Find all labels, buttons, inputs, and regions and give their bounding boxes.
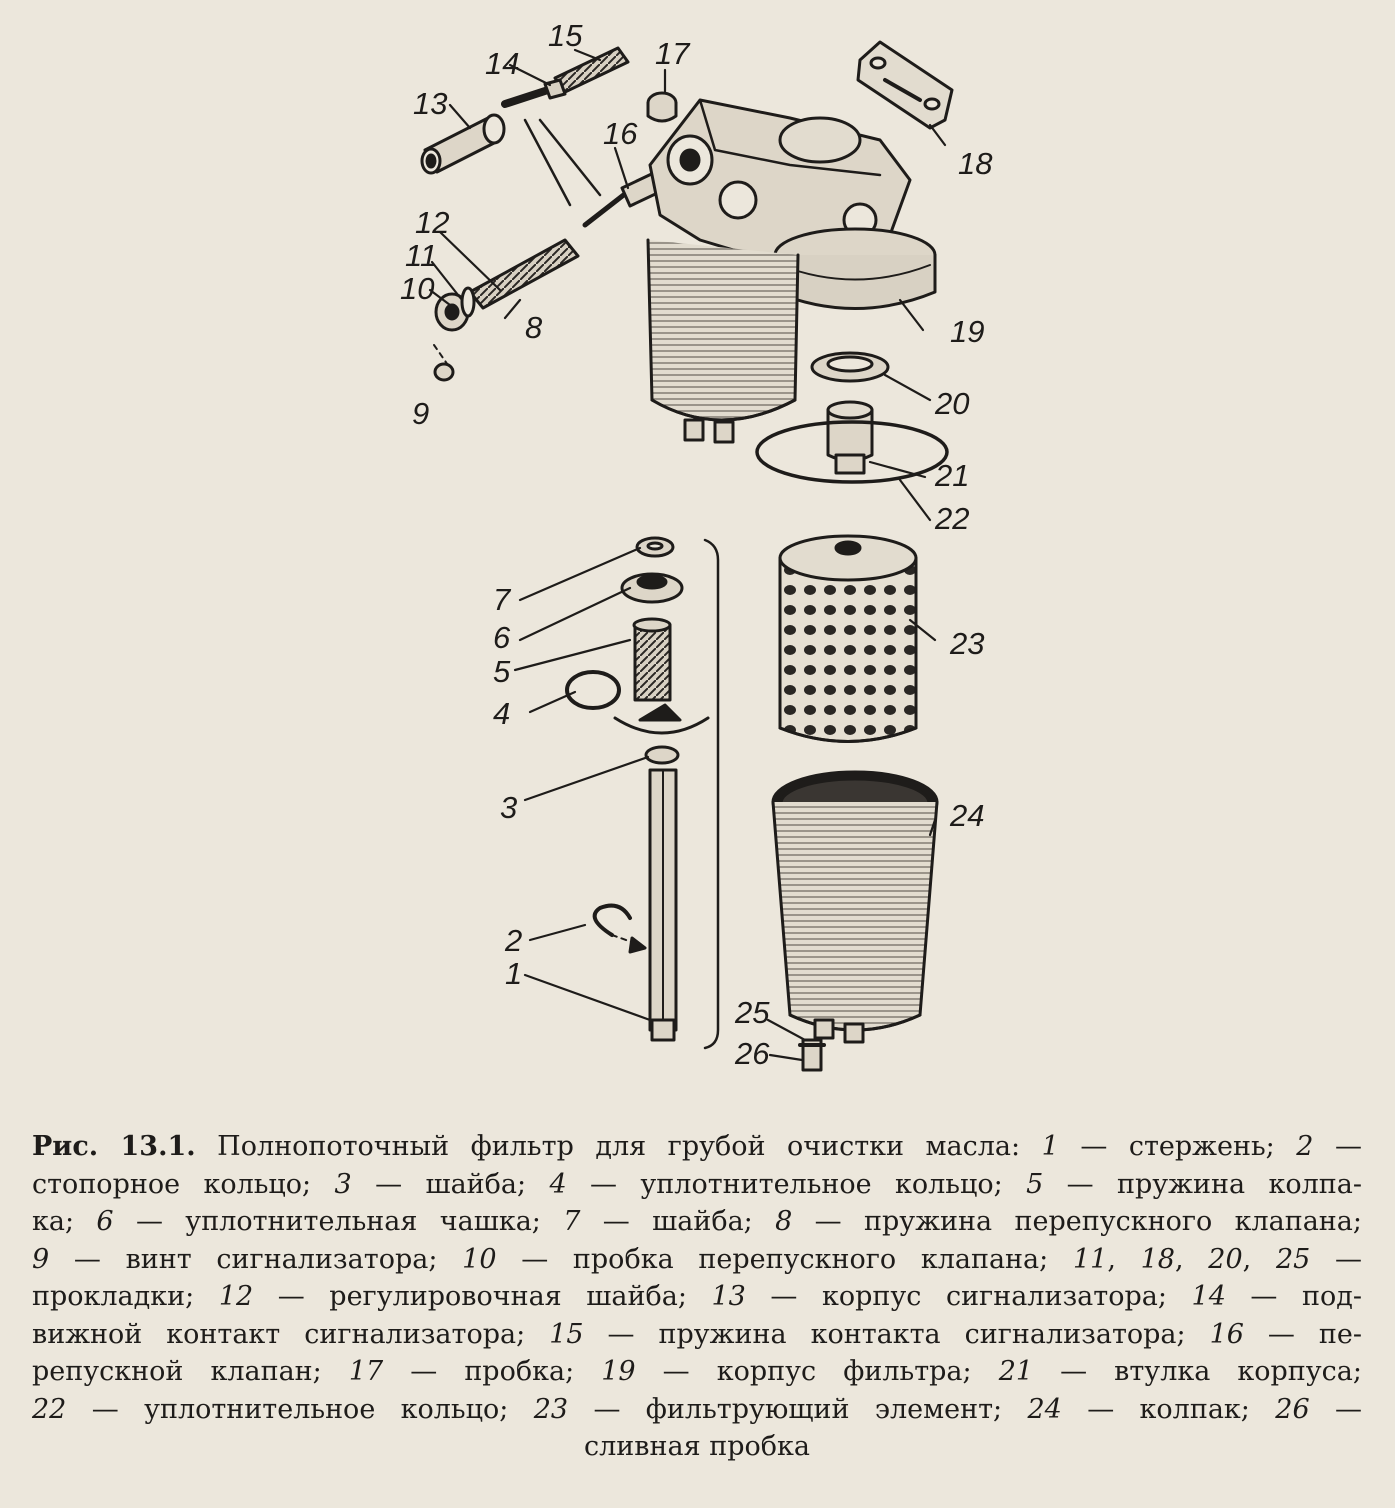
caption-part-number: 19 [601,1356,636,1387]
caption-text: , [1174,1243,1209,1275]
callout-2: 2 [505,923,523,958]
callout-6: 6 [493,620,511,655]
caption-part-number: 2 [1296,1131,1314,1162]
caption-text: — пружина перепускного клапана; [792,1206,1362,1237]
drain-plug-part-26 [800,1040,824,1070]
caption-part-number: 20 [1208,1243,1243,1275]
callout-24: 24 [950,798,985,833]
retaining-ring-part-2 [595,906,645,952]
caption-part-number: 12 [218,1281,254,1312]
indicator-body-part-13 [422,115,504,173]
caption-text: — [1310,1243,1363,1275]
caption-text: стопорное кольцо; [32,1168,335,1200]
caption-text: — уплотнительное кольцо; [66,1393,534,1425]
caption-part-number: 14 [1191,1281,1226,1312]
moving-contact-part-14 [505,80,565,104]
caption-text: сливная пробка [584,1431,810,1462]
caption-text: , [1107,1243,1141,1275]
callout-14: 14 [485,46,520,81]
filter-element-part-23 [780,536,916,742]
caption-line [32,1278,1362,1316]
caption-text: — уплотнительное кольцо; [566,1168,1027,1200]
caption-part-number: 17 [348,1356,384,1387]
caption-text: — фильтрующий элемент; [568,1393,1028,1425]
callout-23: 23 [950,626,985,661]
callout-9: 9 [412,396,430,431]
o-ring-part-4 [567,672,619,708]
caption-part-number: 18 [1140,1243,1175,1275]
callout-13: 13 [413,86,448,121]
callout-20: 20 [935,386,970,421]
caption-line [32,1128,1362,1166]
caption-text: — корпус фильтра; [635,1356,999,1387]
caption-text: Полнопоточный фильтр для грубой очистки масла: [195,1131,1042,1162]
callout-16: 16 [603,116,638,151]
caption-text: — винт сигнализатора; [49,1243,463,1275]
caption-text: — стержень; [1058,1131,1297,1162]
caption-part-number: 10 [462,1243,497,1275]
caption-text: — пробка перепускного клапана; [496,1243,1073,1275]
caption-part-number: 5 [1026,1168,1044,1200]
caption-text: — пробка; [383,1356,602,1387]
caption-line [32,1353,1362,1391]
caption-text: — пе- [1243,1318,1363,1350]
indicator-screw-part-9 [434,345,453,380]
callout-21: 21 [935,458,970,493]
caption-text: — втулка корпуса; [1033,1356,1362,1387]
caption-text: — уплотнительная чашка; [113,1206,564,1237]
callout-18: 18 [958,146,993,181]
caption-line [32,1428,1362,1466]
caption-text: — регулировочная шайба; [253,1281,712,1312]
caption-text: — под- [1225,1281,1362,1312]
caption-part-number: 8 [775,1206,793,1237]
caption-text: репускной клапан; [32,1356,349,1387]
callout-1: 1 [505,956,523,991]
left-cylinder [648,240,798,442]
callout-25: 25 [735,995,770,1030]
caption-text: прокладки; [32,1281,219,1312]
callout-10: 10 [400,271,435,306]
bypass-spring-part-8 [470,240,578,308]
body-sleeve-part-21 [828,402,872,473]
callout-3: 3 [500,790,518,825]
caption-part-number: 13 [711,1281,746,1312]
callout-22: 22 [935,501,970,536]
caption-part-number: 26 [1275,1393,1310,1425]
caption-part-number: 3 [334,1168,352,1200]
cap-seat [615,705,708,733]
bypass-plug-part-10 [436,288,474,330]
assembly-bracket [705,540,718,1048]
caption-part-number: 24 [1027,1393,1062,1425]
contact-spring-part-15 [555,48,628,92]
callout-4: 4 [493,696,511,731]
caption-line [32,1166,1362,1204]
gasket-part-18 [858,42,952,128]
caption-part-number: 22 [32,1393,67,1425]
caption-part-number: 15 [549,1318,584,1350]
callout-15: 15 [548,18,583,53]
caption-text: — шайба; [351,1168,550,1200]
plug-part-17 [648,93,676,121]
callout-17: 17 [655,36,690,71]
caption-part-number: 23 [533,1393,569,1425]
caption-text: — пружина колпа- [1043,1168,1362,1200]
caption-line [32,1391,1362,1429]
caption-part-number: 16 [1209,1318,1244,1350]
caption-part-number: 6 [96,1206,114,1237]
caption-line [32,1241,1362,1279]
caption-line [32,1203,1362,1241]
caption-text: , [1242,1243,1276,1275]
gasket-part-20 [812,353,888,381]
caption-part-number: 21 [998,1356,1034,1387]
caption-figure-label: Рис. 13.1. [32,1131,196,1162]
caption-part-number: 1 [1041,1131,1059,1162]
caption-text: вижной контакт сигнализатора; [32,1318,550,1350]
callout-26: 26 [735,1036,770,1071]
caption-text: — пружина контакта сигнализатора; [583,1318,1210,1350]
callout-8: 8 [525,310,543,345]
caption-part-number: 7 [563,1206,581,1237]
caption-part-number: 4 [549,1168,567,1200]
spring-part-5 [634,619,670,700]
washer-part-7 [637,538,673,556]
caption-part-number: 9 [32,1243,50,1275]
washer-part-3 [646,747,678,763]
callout-19: 19 [950,314,985,349]
caption-part-number: 25 [1275,1243,1311,1275]
figure-caption [32,1128,1362,1466]
callout-11: 11 [405,238,438,273]
cap-part-24 [773,772,937,1042]
callout-7: 7 [493,582,511,617]
caption-text: — [1309,1393,1362,1425]
caption-text: ка; [32,1206,97,1237]
caption-part-number: 11 [1072,1243,1108,1275]
callout-5: 5 [493,654,511,689]
caption-text: — [1313,1131,1362,1162]
caption-text: — колпак; [1061,1393,1276,1425]
callout-12: 12 [415,205,450,240]
caption-text: — корпус сигнализатора; [745,1281,1192,1312]
caption-line [32,1316,1362,1354]
caption-text: — шайба; [580,1206,776,1237]
rod-part-1 [650,770,676,1040]
